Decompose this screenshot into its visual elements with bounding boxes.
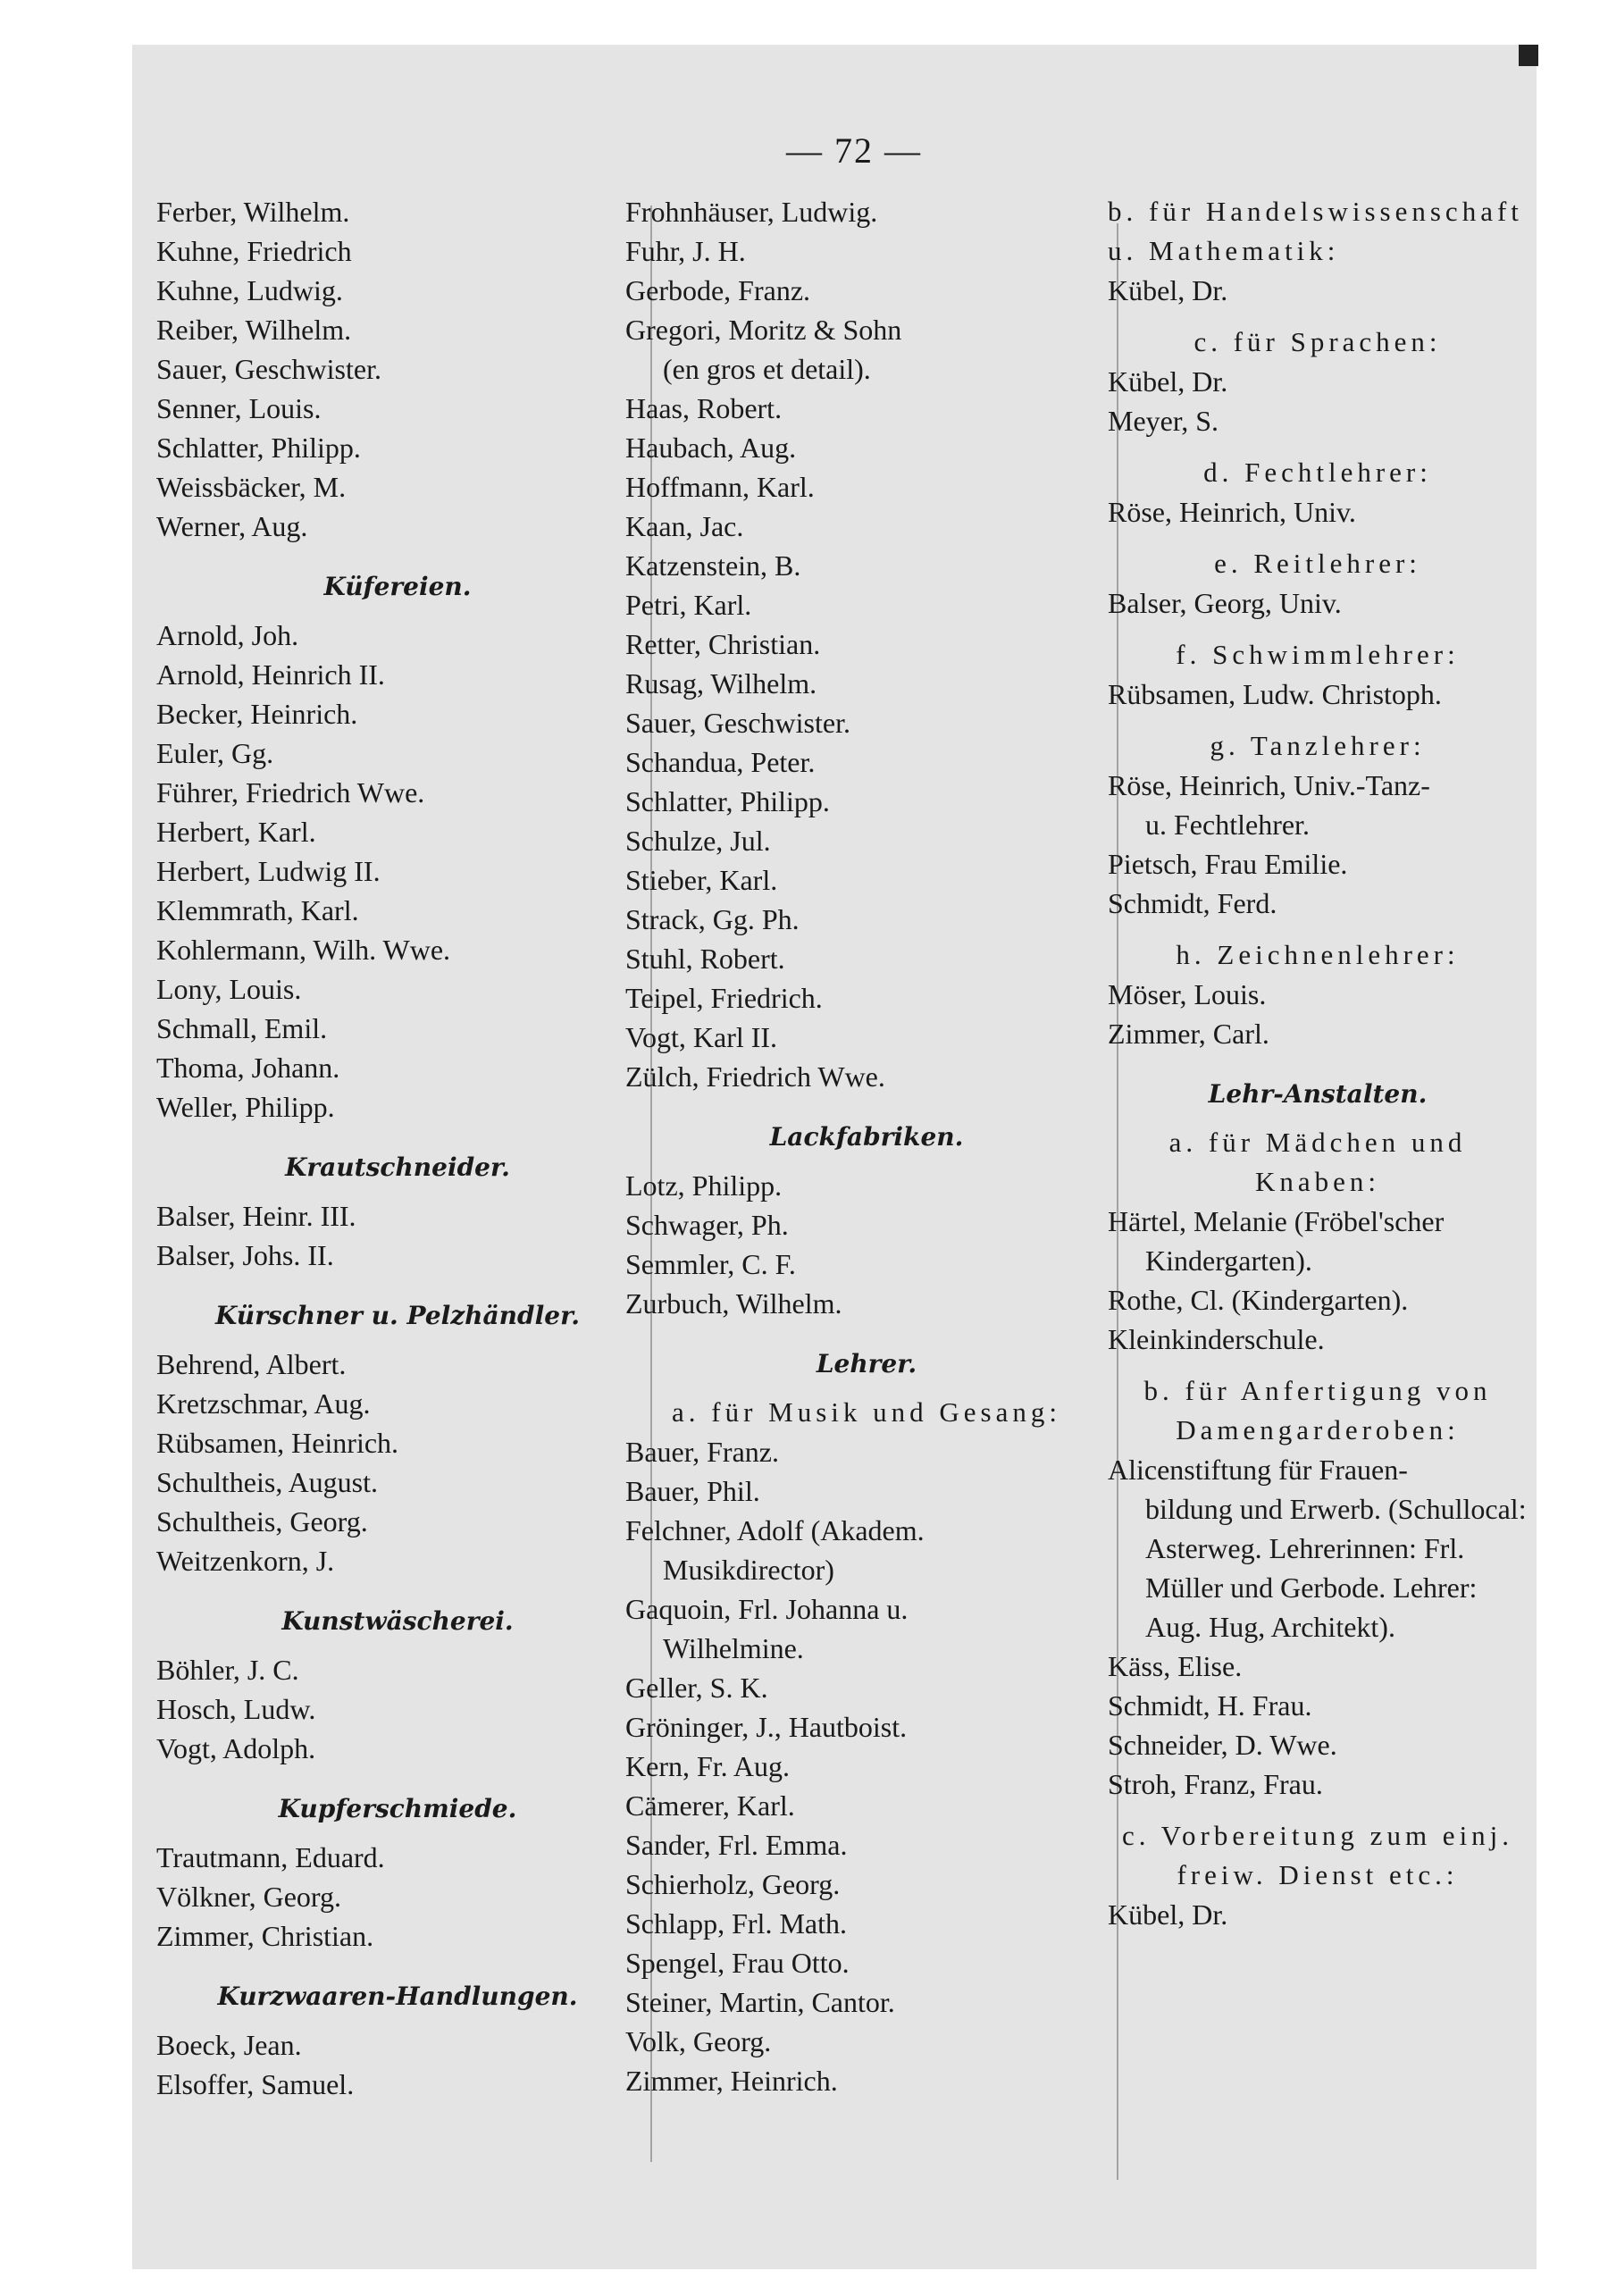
list-item: Werner, Aug. (156, 510, 308, 542)
list-item: Balser, Johs. II. (156, 1239, 334, 1271)
list-item: Vogt, Karl II. (625, 1021, 778, 1053)
list-item: Bauer, Phil. (625, 1475, 760, 1507)
section-heading: Kupferschmiede. (278, 1794, 517, 1823)
list-item-continuation: (en gros et detail). (663, 353, 871, 385)
list-item: Reiber, Wilhelm. (156, 314, 352, 346)
list-item: Petri, Karl. (625, 589, 752, 621)
subsection-heading: e. Reitlehrer: (1214, 548, 1421, 579)
list-item: Gerbode, Franz. (625, 274, 811, 306)
list-item: Felchner, Adolf (Akadem. (625, 1514, 925, 1546)
list-item: Schlapp, Frl. Math. (625, 1907, 847, 1940)
list-item: Herbert, Karl. (156, 816, 316, 848)
list-item: Bauer, Franz. (625, 1436, 779, 1468)
list-item: Schulze, Jul. (625, 825, 771, 857)
list-item: Sander, Frl. Emma. (625, 1829, 848, 1861)
list-item: Kübel, Dr. (1108, 274, 1228, 306)
list-item: Spengel, Frau Otto. (625, 1947, 850, 1979)
list-item: Schmidt, H. Frau. (1108, 1689, 1312, 1722)
list-item: Elsoffer, Samuel. (156, 2068, 355, 2100)
list-item: Becker, Heinrich. (156, 698, 358, 730)
list-item: Weitzenkorn, J. (156, 1545, 335, 1577)
list-item-continuation: Kindergarten). (1145, 1244, 1312, 1277)
subsection-heading: f. Schwimmlehrer: (1176, 639, 1460, 670)
list-item: Rothe, Cl. (Kindergarten). (1108, 1284, 1409, 1316)
subsection-heading: d. Fechtlehrer: (1203, 457, 1432, 488)
list-item: Schultheis, Georg. (156, 1505, 368, 1538)
list-item: Haubach, Aug. (625, 432, 797, 464)
list-item: Ferber, Wilhelm. (156, 196, 350, 228)
list-item-continuation: u. Fechtlehrer. (1145, 809, 1310, 841)
list-item: Sauer, Geschwister. (156, 353, 381, 385)
subsection-heading: b. für Handelswissenschaft u. Mathematik: (1108, 196, 1523, 266)
list-item: Hosch, Ludw. (156, 1693, 316, 1725)
section-heading: Lehr-Anstalten. (1208, 1079, 1428, 1109)
list-item: Trautmann, Eduard. (156, 1841, 385, 1873)
list-item: Volk, Georg. (625, 2025, 772, 2057)
list-item: Zimmer, Christian. (156, 1920, 374, 1952)
list-item: Schlatter, Philipp. (625, 785, 830, 817)
list-item: Retter, Christian. (625, 628, 821, 660)
list-item: Rusag, Wilhelm. (625, 667, 817, 700)
list-item: Kübel, Dr. (1108, 365, 1228, 398)
list-item: Gregori, Moritz & Sohn (625, 314, 902, 346)
list-item-continuation: bildung und Erwerb. (Schullocal: Asterweg. Lehrerinnen: Frl. Müller und Gerbode. Lehrer: Aug. Hug, Architekt). (1145, 1493, 1527, 1643)
list-item: Kleinkinderschule. (1108, 1323, 1325, 1355)
list-item: Kohlermann, Wilh. Wwe. (156, 934, 451, 966)
column-2 (625, 192, 1108, 2100)
list-item: Behrend, Albert. (156, 1348, 347, 1380)
list-item: Kretzschmar, Aug. (156, 1387, 371, 1420)
list-item: Rübsamen, Heinrich. (156, 1427, 399, 1459)
list-item: Schandua, Peter. (625, 746, 816, 778)
list-item: Gaquoin, Frl. Johanna u. (625, 1593, 909, 1625)
subsection-heading: a. für Mädchen und Knaben: (1168, 1127, 1467, 1197)
list-item: Härtel, Melanie (Fröbel'scher (1108, 1205, 1445, 1237)
list-item: Herbert, Ludwig II. (156, 855, 381, 887)
list-item: Kuhne, Ludwig. (156, 274, 343, 306)
list-item-continuation: Musikdirector) (663, 1554, 834, 1586)
list-item: Haas, Robert. (625, 392, 783, 424)
list-item: Arnold, Heinrich II. (156, 658, 385, 691)
list-item: Stieber, Karl. (625, 864, 778, 896)
section-heading: Küfereien. (323, 572, 472, 601)
list-item: Zimmer, Heinrich. (625, 2065, 838, 2097)
section-heading: Kürschner u. Pelzhändler. (215, 1301, 580, 1330)
list-item: Meyer, S. (1108, 405, 1219, 437)
section-heading: Krautschneider. (285, 1152, 510, 1182)
list-item: Steiner, Martin, Cantor. (625, 1986, 895, 2018)
list-item: Zimmer, Carl. (1108, 1018, 1269, 1050)
subsection-heading: c. für Sprachen: (1193, 326, 1442, 357)
list-item: Balser, Georg, Univ. (1108, 587, 1342, 619)
list-item: Lony, Louis. (156, 973, 302, 1005)
list-item: Katzenstein, B. (625, 549, 801, 582)
subsection-heading: b. für Anfertigung von Damengarderoben: (1143, 1375, 1492, 1445)
list-item: Teipel, Friedrich. (625, 982, 823, 1014)
list-item: Schlatter, Philipp. (156, 432, 361, 464)
section-heading: Lackfabriken. (769, 1122, 964, 1152)
list-item: Euler, Gg. (156, 737, 274, 769)
list-item: Böhler, J. C. (156, 1654, 299, 1686)
list-item: Schierholz, Georg. (625, 1868, 841, 1900)
list-item: Fuhr, J. H. (625, 235, 746, 267)
list-item: Balser, Heinr. III. (156, 1200, 356, 1232)
list-item: Vogt, Adolph. (156, 1732, 316, 1764)
list-item: Weller, Philipp. (156, 1091, 335, 1123)
list-item: Schultheis, August. (156, 1466, 379, 1498)
list-item: Hoffmann, Karl. (625, 471, 815, 503)
subsection-heading: h. Zeichnenlehrer: (1176, 939, 1460, 970)
list-item: Thoma, Johann. (156, 1052, 340, 1084)
list-item: Strack, Gg. Ph. (625, 903, 800, 935)
list-item: Frohnhäuser, Ludwig. (625, 196, 878, 228)
subsection-heading: a. für Musik und Gesang: (672, 1396, 1061, 1428)
list-item: Cämerer, Karl. (625, 1789, 795, 1822)
list-item: Stroh, Franz, Frau. (1108, 1768, 1323, 1800)
list-item: Zurbuch, Wilhelm. (625, 1287, 842, 1320)
list-item: Völkner, Georg. (156, 1881, 341, 1913)
subsection-heading: g. Tanzlehrer: (1210, 730, 1426, 761)
list-item: Röse, Heinrich, Univ. (1108, 496, 1356, 528)
list-item: Käss, Elise. (1108, 1650, 1243, 1682)
list-item: Möser, Louis. (1108, 978, 1267, 1010)
list-item: Schmall, Emil. (156, 1012, 328, 1044)
list-item: Stuhl, Robert. (625, 943, 785, 975)
page-number: — 72 — (786, 130, 922, 171)
page-edge-shadow (1519, 45, 1538, 66)
list-item: Alicenstiftung für Frauen- (1108, 1454, 1408, 1486)
list-item: Kaan, Jac. (625, 510, 744, 542)
list-item: Gröninger, J., Hautboist. (625, 1711, 908, 1743)
list-item: Arnold, Joh. (156, 619, 299, 651)
list-item: Kern, Fr. Aug. (625, 1750, 790, 1782)
list-item: Geller, S. K. (625, 1672, 768, 1704)
list-item: Schwager, Ph. (625, 1209, 789, 1241)
list-item: Rübsamen, Ludw. Christoph. (1108, 678, 1442, 710)
list-item: Klemmrath, Karl. (156, 894, 359, 926)
list-item: Zülch, Friedrich Wwe. (625, 1060, 885, 1093)
list-item: Kuhne, Friedrich (156, 235, 352, 267)
section-heading: Lehrer. (816, 1349, 917, 1378)
list-item: Senner, Louis. (156, 392, 322, 424)
list-item: Sauer, Geschwister. (625, 707, 850, 739)
list-item: Semmler, C. F. (625, 1248, 796, 1280)
list-item: Weissbäcker, M. (156, 471, 347, 503)
list-item: Boeck, Jean. (156, 2029, 302, 2061)
column-1 (156, 192, 639, 2104)
section-heading: Kunstwäscherei. (281, 1606, 514, 1636)
column-3 (1108, 192, 1528, 1934)
section-heading: Kurzwaaren-Handlungen. (217, 1982, 578, 2011)
list-item: Pietsch, Frau Emilie. (1108, 848, 1348, 880)
list-item: Kübel, Dr. (1108, 1898, 1228, 1931)
list-item: Führer, Friedrich Wwe. (156, 776, 425, 809)
list-item: Lotz, Philipp. (625, 1169, 783, 1202)
subsection-heading: c. Vorbereitung zum einj. freiw. Dienst etc.: (1121, 1820, 1514, 1890)
list-item-continuation: Wilhelmine. (663, 1632, 804, 1664)
list-item: Schmidt, Ferd. (1108, 887, 1277, 919)
list-item: Schneider, D. Wwe. (1108, 1729, 1337, 1761)
list-item: Röse, Heinrich, Univ.-Tanz- (1108, 769, 1430, 801)
